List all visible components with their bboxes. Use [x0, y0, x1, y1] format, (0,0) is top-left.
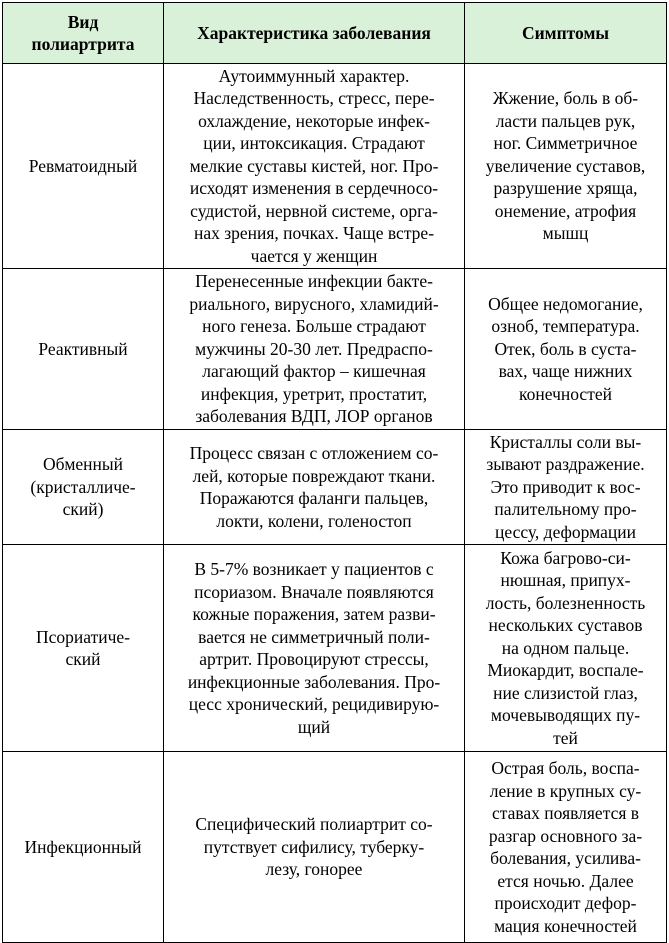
- table-row: [3, 430, 667, 545]
- row-symptoms: Кожа багрово-си- нюшная, припух- лость, болезненность нескольких суставов на одном пальце. Миокардит, воспале- ние слизистой глаз, мочевыводящих пу- тей: [465, 545, 667, 752]
- row-symptoms: Острая боль, воспа- ление в крупных су- ставах появляется в разгар основного за- болевания, усилива- ется ночью. Далее происходит дефор- мация конечностей: [465, 752, 667, 943]
- header-symptoms: Симптомы: [465, 3, 667, 64]
- row-symptoms: Общее недомогание, озноб, температура. Отек, боль в суста- вах, чаще нижних конечностей: [465, 269, 667, 430]
- row-symptoms: Жжение, боль в об- ласти пальцев рук, ног. Симметричное увеличение суставов, разрушение хряща, онемение, атрофия мышц: [465, 64, 667, 269]
- header-characteristic: Характеристика заболевания: [164, 3, 465, 64]
- row-characteristic: В 5-7% возникает у пациентов с псориазом. Вначале появляются кожные поражения, затем разви- вается не симметричный поли- артрит. Провоцируют стрессы, инфекционные заболевания. Про- цесс хронический, рецидивирую- щий: [164, 545, 465, 752]
- table-row: [3, 545, 667, 752]
- header-type: Вид полиартрита: [3, 3, 164, 64]
- row-type-metabolic: Обменный (кристалличе- ский): [3, 430, 164, 545]
- table-row: [3, 64, 667, 269]
- table-row: [3, 752, 667, 943]
- row-type-rheumatoid: Ревматоидный: [3, 64, 164, 269]
- row-type-infectious: Инфекционный: [3, 752, 164, 943]
- table-row: [3, 269, 667, 430]
- row-type-psoriatic: Псориатиче- ский: [3, 545, 164, 752]
- row-characteristic: Перенесенные инфекции бакте- риального, вирусного, хламидий- ного генеза. Больше страдают мужчины 20-30 лет. Предраспо- лагающий фактор – кишечная инфекция, уретрит, простатит, заболевания ВДП, ЛОР органов: [164, 269, 465, 430]
- row-symptoms: Кристаллы соли вы- зывают раздражение. Это приводит к вос- палительному про- цессу, деформации: [465, 430, 667, 545]
- polyarthritis-table: [2, 2, 667, 943]
- row-characteristic: Специфический полиартрит со- путствует сифилису, туберку- лезу, гонорее: [164, 752, 465, 943]
- row-type-reactive: Реактивный: [3, 269, 164, 430]
- row-characteristic: Процесс связан с отложением со- лей, которые повреждают ткани. Поражаются фаланги пальцев, локти, колени, голеностоп: [164, 430, 465, 545]
- header-row: [3, 3, 667, 64]
- row-characteristic: Аутоиммунный характер. Наследственность, стресс, пере- охлаждение, некоторые инфек- ции, интоксикация. Страдают мелкие суставы кистей, ног. Про- исходят изменения в сердечносо- судистой, нервной системе, орга- нах зрения, почках. Чаще встре- чается у женщин: [164, 64, 465, 269]
